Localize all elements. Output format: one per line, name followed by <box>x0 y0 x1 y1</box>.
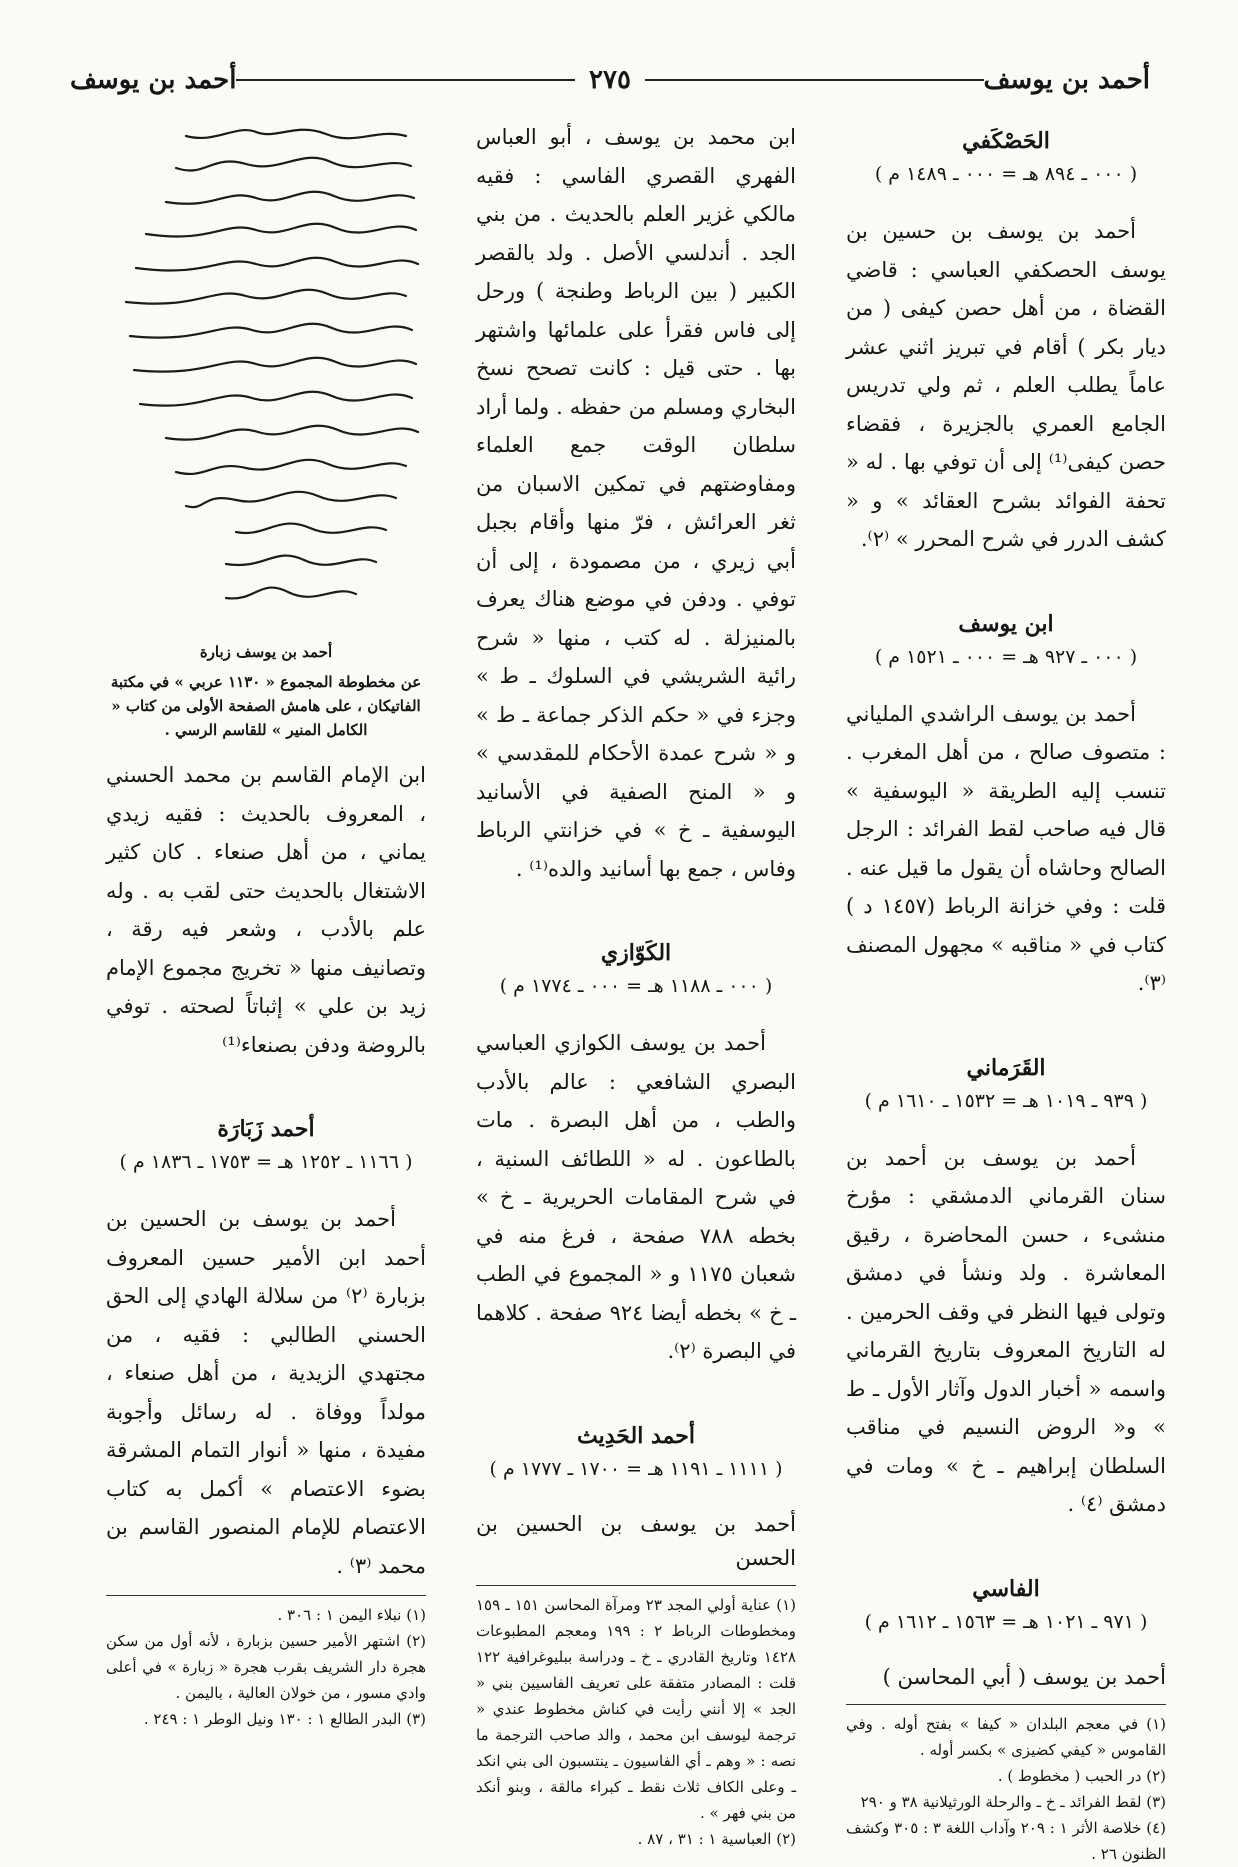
entry-dates: ( ١١١١ ـ ١١٩١ هـ = ١٧٠٠ ـ ١٧٧٧ م ) <box>489 1457 783 1480</box>
entry-head: أحمد بن يوسف بن الحسين بن الحسن <box>476 1511 796 1570</box>
entry-text: أحمد بن يوسف بن أحمد بن سنان القرماني الدمشقي : مؤرخ منشىء ، حسن المحاضرة ، رقيق المعاشرة . ولد ونشأ في دمشق وتولى فيها النظر في وقف الحرمين . له التاريخ المعروف بتاريخ القرماني واسمه « أخبار الدول وآثار الأول ـ ط » و« الروض النسيم في مناقب السلطان إبراهيم ـ خ » ومات في دمشق ⁽٤⁾ . <box>846 1145 1166 1516</box>
entry-dates: ( ٠٠٠ ـ ٨٩٤ هـ = ٠٠٠ ـ ١٤٨٩ م ) <box>874 163 1138 185</box>
column-right <box>846 118 1166 1867</box>
manuscript-handwriting-image <box>106 118 426 630</box>
footnote-rule <box>106 1595 426 1596</box>
footnote: (٤) خلاصة الأثر ١ : ٢٠٩ وآداب اللغة ٣ : ٣٠٥ وكشف الظنون ٢٦ . <box>846 1818 1166 1863</box>
footnote: (١) عناية أولي المجد ٢٣ ومرآة المحاسن ١٥١ ـ ١٥٩ ومخطوطات الرباط ٢ : ١٩٩ ومعجم المطبوعات ١٤٢٨ وتاريخ القادري ـ خ ـ ودراسة ببليوغرافية ١٢٢ قلت : المصادر متفقة على تعريف الفاسيين بني « الجد » إلا أنني رأيت في كناش مخطوط عندي « ترجمة ليوسف ابن محمد ، والد صاحب الترجمة ما نصه : « وهم ـ أي الفاسيون ـ ينتسبون الى بني انكد ـ وعلى الكاف ثلاث نقط ـ كبراء مالقة ، وبنو أنكد من بني فهر » . <box>476 1595 796 1822</box>
header-rule-right <box>645 79 984 81</box>
entry-text: أحمد بن يوسف بن حسين بن يوسف الحصكفي العباسي : قاضي القضاة ، من أهل حصن كيفى ( من ديار بكر ) أقام في تبريز اثني عشر عاماً يطلب العلم ، ثم ولي تدريس الجامع العمري بالجزيرة ، فقضاء حصن كيفى⁽¹⁾ إلى أن توفي بها . له « تحفة الفوائد بشرح العقائد » و « كشف الدرر في شرح المحرر » ⁽٢⁾. <box>846 219 1166 551</box>
handwriting-scribbles <box>106 118 426 630</box>
footnote: (٢) العباسية ١ : ٣١ ، ٨٧ . <box>637 1829 796 1848</box>
footnote: (٣) لقط الفرائد ـ خ ـ والرحلة الورثيلانية ٣٨ و ٢٩٠ <box>860 1792 1166 1811</box>
entry-dates: ( ٠٠٠ ـ ٩٢٧ هـ = ٠٠٠ ـ ١٥٢١ م ) <box>874 645 1138 668</box>
entry-dates: ( ٩٧١ ـ ١٠٢١ هـ = ١٥٦٣ ـ ١٦١٢ م ) <box>864 1610 1148 1633</box>
entry-text: أحمد بن يوسف الراشدي الملياني : متصوف صالح ، من أهل المغرب . تنسب إليه الطريقة « اليوسفية » قال فيه صاحب لقط الفرائد : الرجل الصالح وحاشاه أن يقول ما قيل عنه . قلت : وفي خزانة الرباط (١٤٥٧ د ) كتاب في « مناقبه » مجهول المصنف ⁽٣⁾. <box>846 701 1166 995</box>
entry-dates: ( ٩٣٩ ـ ١٠١٩ هـ = ١٥٣٢ ـ ١٦١٠ م ) <box>864 1089 1148 1112</box>
entry-title: القَرَماني <box>966 1054 1046 1081</box>
entry-text: أحمد بن يوسف الكوازي العباسي البصري الشافعي : عالم بالأدب والطب ، من أهل البصرة . مات بالطاعون . له « اللطائف السنية ، في شرح المقامات الحريرية ـ خ » بخطه ٧٨٨ صفحة ، فرغ منه في شعبان ١١٧٥ و « المجموع في الطب ـ خ » بخطه أيضا ٩٢٤ صفحة . كلاهما في البصرة ⁽٢⁾. <box>476 1031 796 1363</box>
footnote: (١) نبلاء اليمن ١ : ٣٠٦ . <box>277 1606 426 1624</box>
entry-title: الفاسي <box>972 1575 1040 1602</box>
footnote-rule <box>476 1585 796 1586</box>
footnote: (١) في معجم البلدان « كيفا » بفتح أوله . وفي القاموس « كيفي كضيزى » بكسر أوله . <box>846 1714 1166 1759</box>
entry-dates: ( ٠٠٠ ـ ١١٨٨ هـ = ٠٠٠ ـ ١٧٧٤ م ) <box>499 975 773 997</box>
entry-text: أحمد بن يوسف بن الحسين بن أحمد ابن الأمير حسين المعروف بزبارة ⁽٢⁾ من سلالة الهادي إلى الحق الحسني الطالبي : فقيه ، من مجتهدي الزيدية ، من أهل صنعاء ، مولداً ووفاة . له رسائل وأجوبة مفيدة ، منها « أنوار التمام المشرقة بضوء الاعتصام » أكمل به كتاب الاعتصام للإمام المنصور القاسم بن محمد ⁽٣⁾ . <box>106 1207 426 1578</box>
entry-title: أحمد الحَدِيث <box>577 1422 695 1449</box>
running-header <box>70 60 1150 100</box>
entry-text: ابن الإمام القاسم بن محمد الحسني ، المعروف بالحديث : فقيه زيدي يماني ، من أهل صنعاء . كان كثير الاشتغال بالحديث حتى لقب به . وله علم بالأدب ، وشعر فيه رقة ، وتصانيف منها « تخريج مجموع الإمام زيد بن علي » إثباتاً لصحته . توفي بالروضة ودفن بصنعاء⁽¹⁾ <box>106 763 426 1057</box>
manuscript-caption-sub: عن مخطوطة المجموع « ١١٣٠ عربي » في مكتبة الفاتيكان ، على هامش الصفحة الأولى من كتاب « الكامل المنير » للقاسم الرسي . <box>110 673 422 739</box>
header-rule-left <box>236 79 575 81</box>
entry-head: أحمد بن يوسف ( أبي المحاسن ) <box>882 1664 1166 1689</box>
entry-title: أحمد زَبَارَة <box>217 1116 315 1142</box>
footnote-rule <box>846 1704 1166 1705</box>
manuscript-caption: أحمد بن يوسف زبارة <box>199 643 333 661</box>
header-right-name: أحمد بن يوسف <box>983 65 1150 95</box>
entry-title: الحَصْكَفي <box>962 128 1050 154</box>
footnote: (٢) در الحبب ( مخطوط ) . <box>997 1766 1166 1785</box>
column-left <box>106 118 426 1732</box>
footnote: (٢) اشتهر الأمير حسين بزبارة ، لأنه أول من سكن هجرة دار الشريف بقرب هجرة « زبارة » في أعلى وادي مسور ، من خولان العالية ، باليمن . <box>106 1632 426 1702</box>
entry-dates: ( ١١٦٦ ـ ١٢٥٢ هـ = ١٧٥٣ ـ ١٨٣٦ م ) <box>119 1151 413 1173</box>
footnote: (٣) البدر الطالع ١ : ١٣٠ ونيل الوطر ١ : ٢٤٩ . <box>143 1710 426 1728</box>
header-left-name: أحمد بن يوسف <box>70 65 237 95</box>
page-number: ٢٧٥ <box>589 65 631 95</box>
entry-text: ابن محمد بن يوسف ، أبو العباس الفهري القصري الفاسي : فقيه مالكي غزير العلم بالحديث . من بني الجد . أندلسي الأصل . ولد بالقصر الكبير ( بين الرباط وطنجة ) ورحل إلى فاس فقرأ على علمائها واشتهر بها . حتى قيل : كانت تصحح نسخ البخاري ومسلم من حفظه . ولما أراد سلطان الوقت جمع العلماء ومفاوضتهم في تمكين الاسبان من ثغر العرائش ، فرّ منها وأقام بجبل أبي زيري ، من مصمودة ، إلى أن توفي . ودفن في موضع هناك يعرف بالمنيزلة . له كتب ، منها « شرح رائية الشريشي في السلوك ـ ط » وجزء في « حكم الذكر جماعة ـ ط » و « شرح عمدة الأحكام للمقدسي » و « المنح الصفية في الأسانيد اليوسفية ـ خ » في خزانتي الرباط وفاس ، جمع بها أسانيد والده⁽¹⁾ . <box>476 125 796 881</box>
column-middle <box>476 118 796 1852</box>
entry-title: الكَوّازي <box>600 940 672 966</box>
entry-title: ابن يوسف <box>958 610 1054 637</box>
